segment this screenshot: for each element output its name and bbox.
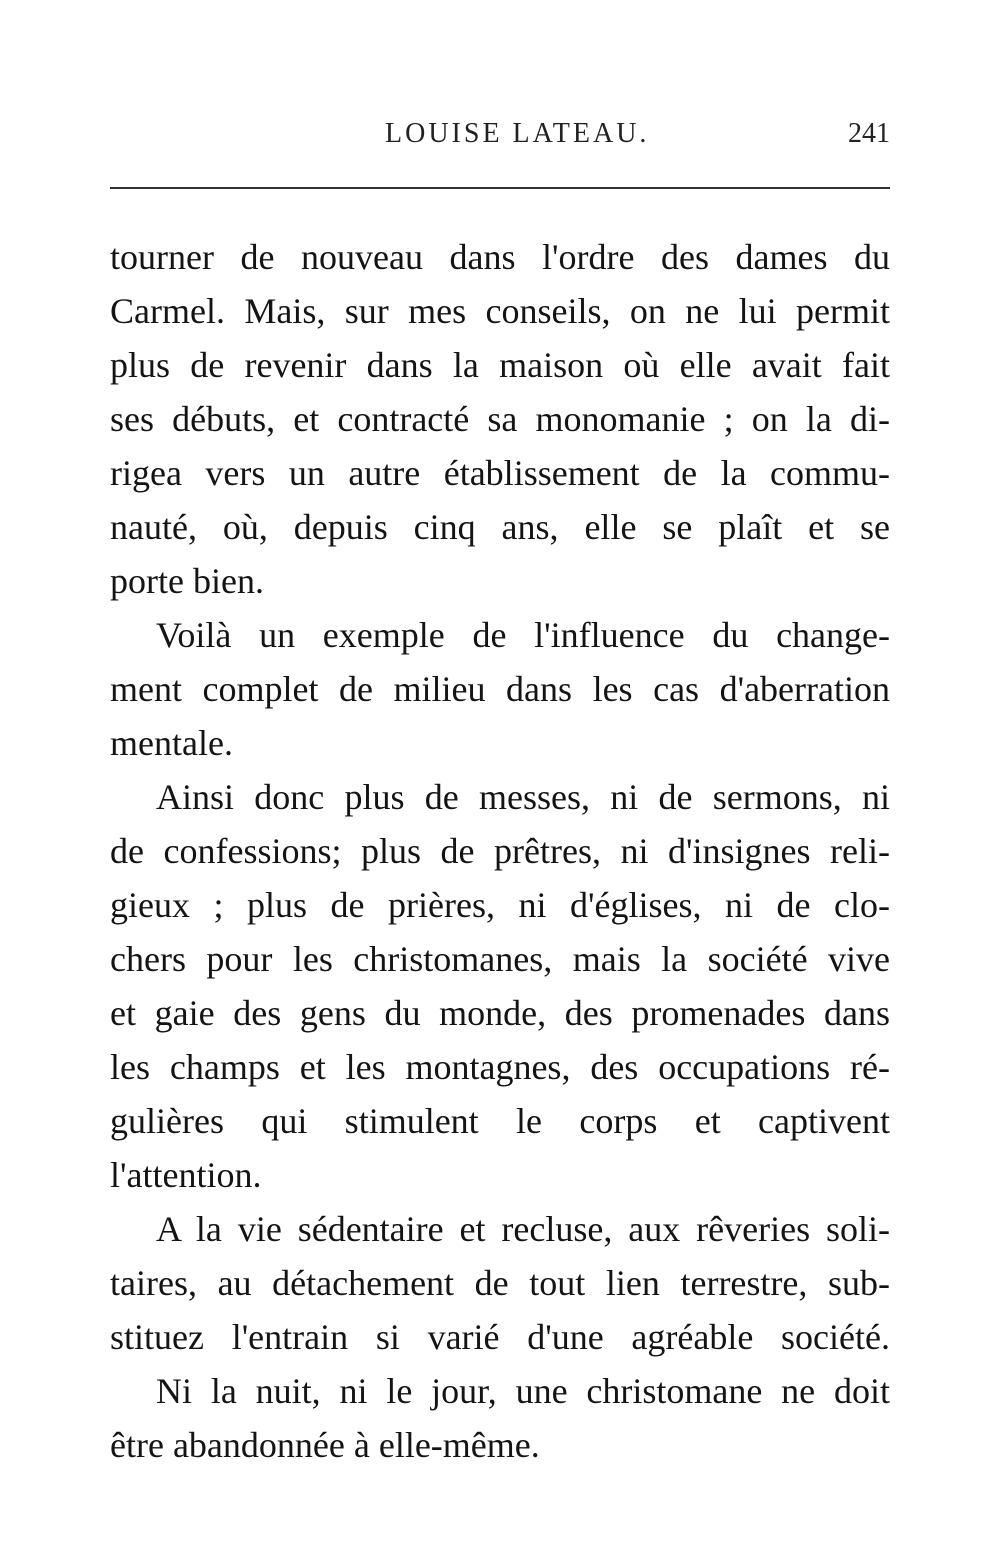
text-line: mentale. [110, 723, 233, 763]
text-line: Voilà un exemple de l'influence du change- [156, 615, 890, 655]
text-line: Ainsi donc plus de messes, ni de sermons, ni [156, 777, 890, 817]
text-line: ses débuts, et contracté sa monomanie ; on la di- [110, 399, 890, 439]
running-head [110, 118, 890, 154]
text-line: et gaie des gens du monde, des promenades dans [110, 993, 890, 1033]
running-head-title: LOUISE LATEAU. [385, 118, 650, 149]
paragraph-5 [110, 1364, 890, 1472]
text-line: Carmel. Mais, sur mes conseils, on ne lui permit [110, 291, 890, 331]
text-line: gulières qui stimulent le corps et captivent [110, 1101, 890, 1141]
paragraph-4 [110, 1202, 890, 1364]
text-line: stituez l'entrain si varié d'une agréable société. [110, 1317, 890, 1357]
text-line: porte bien. [110, 561, 264, 601]
text-line: gieux ; plus de prières, ni d'églises, ni de clo- [110, 885, 890, 925]
paragraph-3 [110, 770, 890, 1202]
text-line: les champs et les montagnes, des occupations ré- [110, 1047, 890, 1087]
text-line: A la vie sédentaire et recluse, aux rêveries soli- [156, 1209, 890, 1249]
body-text [110, 230, 890, 1472]
text-line: rigea vers un autre établissement de la commu- [110, 453, 890, 493]
text-line: plus de revenir dans la maison où elle avait fait [110, 345, 890, 385]
text-line: tourner de nouveau dans l'ordre des dames du [110, 237, 890, 277]
text-line: ment complet de milieu dans les cas d'aberration [110, 669, 890, 709]
text-line: nauté, où, depuis cinq ans, elle se plaît et se [110, 507, 890, 547]
text-line: Ni la nuit, ni le jour, une christomane ne doit [156, 1371, 890, 1411]
text-line: l'attention. [110, 1155, 262, 1195]
text-line: de confessions; plus de prêtres, ni d'insignes reli- [110, 831, 890, 871]
text-line: taires, au détachement de tout lien terrestre, sub- [110, 1263, 890, 1303]
paragraph-2 [110, 608, 890, 770]
text-line: chers pour les christomanes, mais la société vive [110, 939, 890, 979]
text-line: être abandonnée à elle-même. [110, 1425, 540, 1465]
header-rule [110, 187, 890, 189]
paragraph-1 [110, 230, 890, 608]
page-number: 241 [848, 118, 890, 149]
